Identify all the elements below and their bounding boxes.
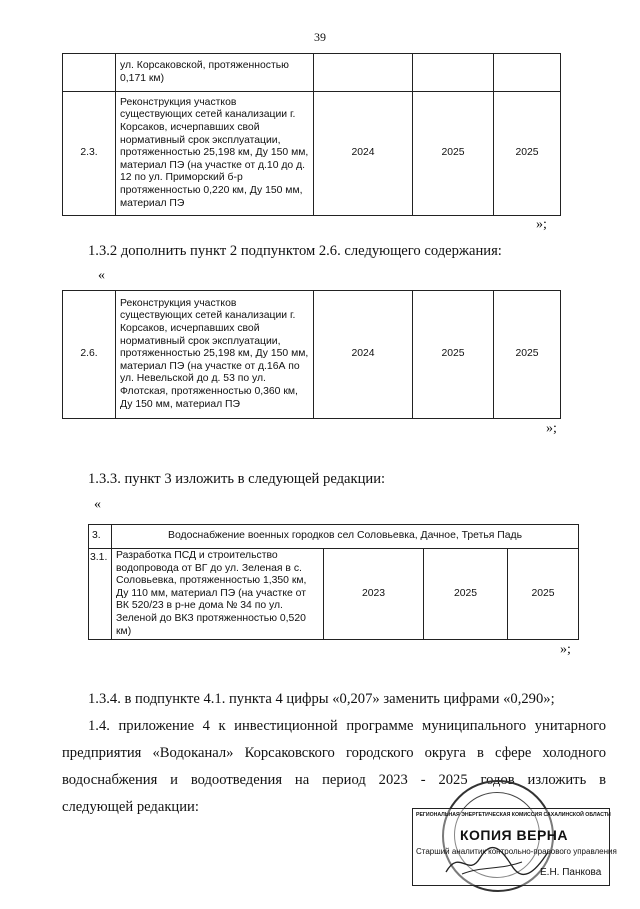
row-year-2: 2025 <box>413 92 494 216</box>
paragraph-1-3-4: 1.3.4. в подпункте 4.1. пункта 4 цифры «0,207» заменить цифрами «0,290»; <box>88 691 555 707</box>
row-number: 3.1. <box>89 549 112 640</box>
paragraph-1-4-line-1: 1.4. приложение 4 к инвестиционной программе муниципального унитарного <box>88 718 606 734</box>
row-year-2: 2025 <box>413 291 494 419</box>
table-header-row <box>89 525 579 549</box>
row-year-2 <box>413 54 494 92</box>
table-row <box>63 291 561 419</box>
opening-quote: « <box>94 497 101 512</box>
certification-stamp <box>412 782 617 886</box>
table-row <box>63 54 561 92</box>
row-year-2: 2025 <box>424 549 508 640</box>
paragraph-1-3-2: 1.3.2 дополнить пункт 2 подпунктом 2.6. следующего содержания: <box>88 243 502 259</box>
table-row <box>63 92 561 216</box>
row-year-1 <box>314 54 413 92</box>
row-description: ул. Корсаковской, протяженностью 0,171 км) <box>116 54 314 92</box>
stamp-position: Старший аналитик контрольно-правового управления <box>416 847 617 856</box>
paragraph-1-4-line-4: следующей редакции: <box>62 799 199 815</box>
row-year-1: 2024 <box>314 92 413 216</box>
row-year-1: 2023 <box>324 549 424 640</box>
table-row <box>89 549 579 640</box>
stamp-organization: РЕГИОНАЛЬНАЯ ЭНЕРГЕТИЧЕСКАЯ КОМИССИЯ САХАЛИНСКОЙ ОБЛАСТИ <box>416 812 611 818</box>
row-description: Реконструкция участков существующих сетей канализации г. Корсаков, исчерпавших свой нормативный срок эксплуатации, протяженностью 25,198 км, Ду 150 мм, материал ПЭ (на участке от д.16А по ул. Невельской до д. 53 по ул. Флотская, протяженностью 0,360 км, Ду 150 мм, материал ПЭ <box>116 291 314 419</box>
page-number: 39 <box>314 30 326 44</box>
stamp-title: КОПИЯ ВЕРНА <box>460 827 569 843</box>
row-description: Разработка ПСД и строительство водопровода от ВГ до ул. Зеленая в с. Соловьевка, протяженностью 1,350 км, Ду 110 мм, материал ПЭ (на участке от ВК 520/23 в р-не дома № 34 по ул. Зеленой до ВКЗ протяженностью 0,520 км) <box>112 549 324 640</box>
row-number <box>63 54 116 92</box>
stamp-name: Е.Н. Панкова <box>540 867 602 878</box>
closing-quote: »; <box>536 217 547 232</box>
table-continuation <box>62 53 561 216</box>
signature <box>442 844 552 880</box>
row-number: 2.3. <box>63 92 116 216</box>
row-year-3: 2025 <box>494 92 561 216</box>
opening-quote: « <box>98 268 105 283</box>
section-title: Водоснабжение военных городков сел Соловьевка, Дачное, Третья Падь <box>112 525 579 549</box>
row-year-1: 2024 <box>314 291 413 419</box>
row-year-3 <box>494 54 561 92</box>
closing-quote: »; <box>546 421 557 436</box>
table-item-3 <box>88 524 579 640</box>
paragraph-1-4-line-2: предприятия «Водоканал» Корсаковского городского округа в сфере холодного <box>62 745 606 761</box>
closing-quote: »; <box>560 642 571 657</box>
table-item-2-6 <box>62 290 561 419</box>
row-number: 2.6. <box>63 291 116 419</box>
row-year-3: 2025 <box>508 549 579 640</box>
row-description: Реконструкция участков существующих сетей канализации г. Корсаков, исчерпавших свой нормативный срок эксплуатации, протяженностью 25,198 км, Ду 150 мм, материал ПЭ (на участке от д.10 до д. 12 по ул. Приморский б-р протяженностью 0,220 км, Ду 150 мм, материал ПЭ <box>116 92 314 216</box>
section-number: 3. <box>89 525 112 549</box>
row-year-3: 2025 <box>494 291 561 419</box>
paragraph-1-4-line-3: водоснабжения и водоотведения на период 2023 - 2025 годов изложить в <box>62 772 606 788</box>
paragraph-1-3-3: 1.3.3. пункт 3 изложить в следующей редакции: <box>88 471 386 487</box>
